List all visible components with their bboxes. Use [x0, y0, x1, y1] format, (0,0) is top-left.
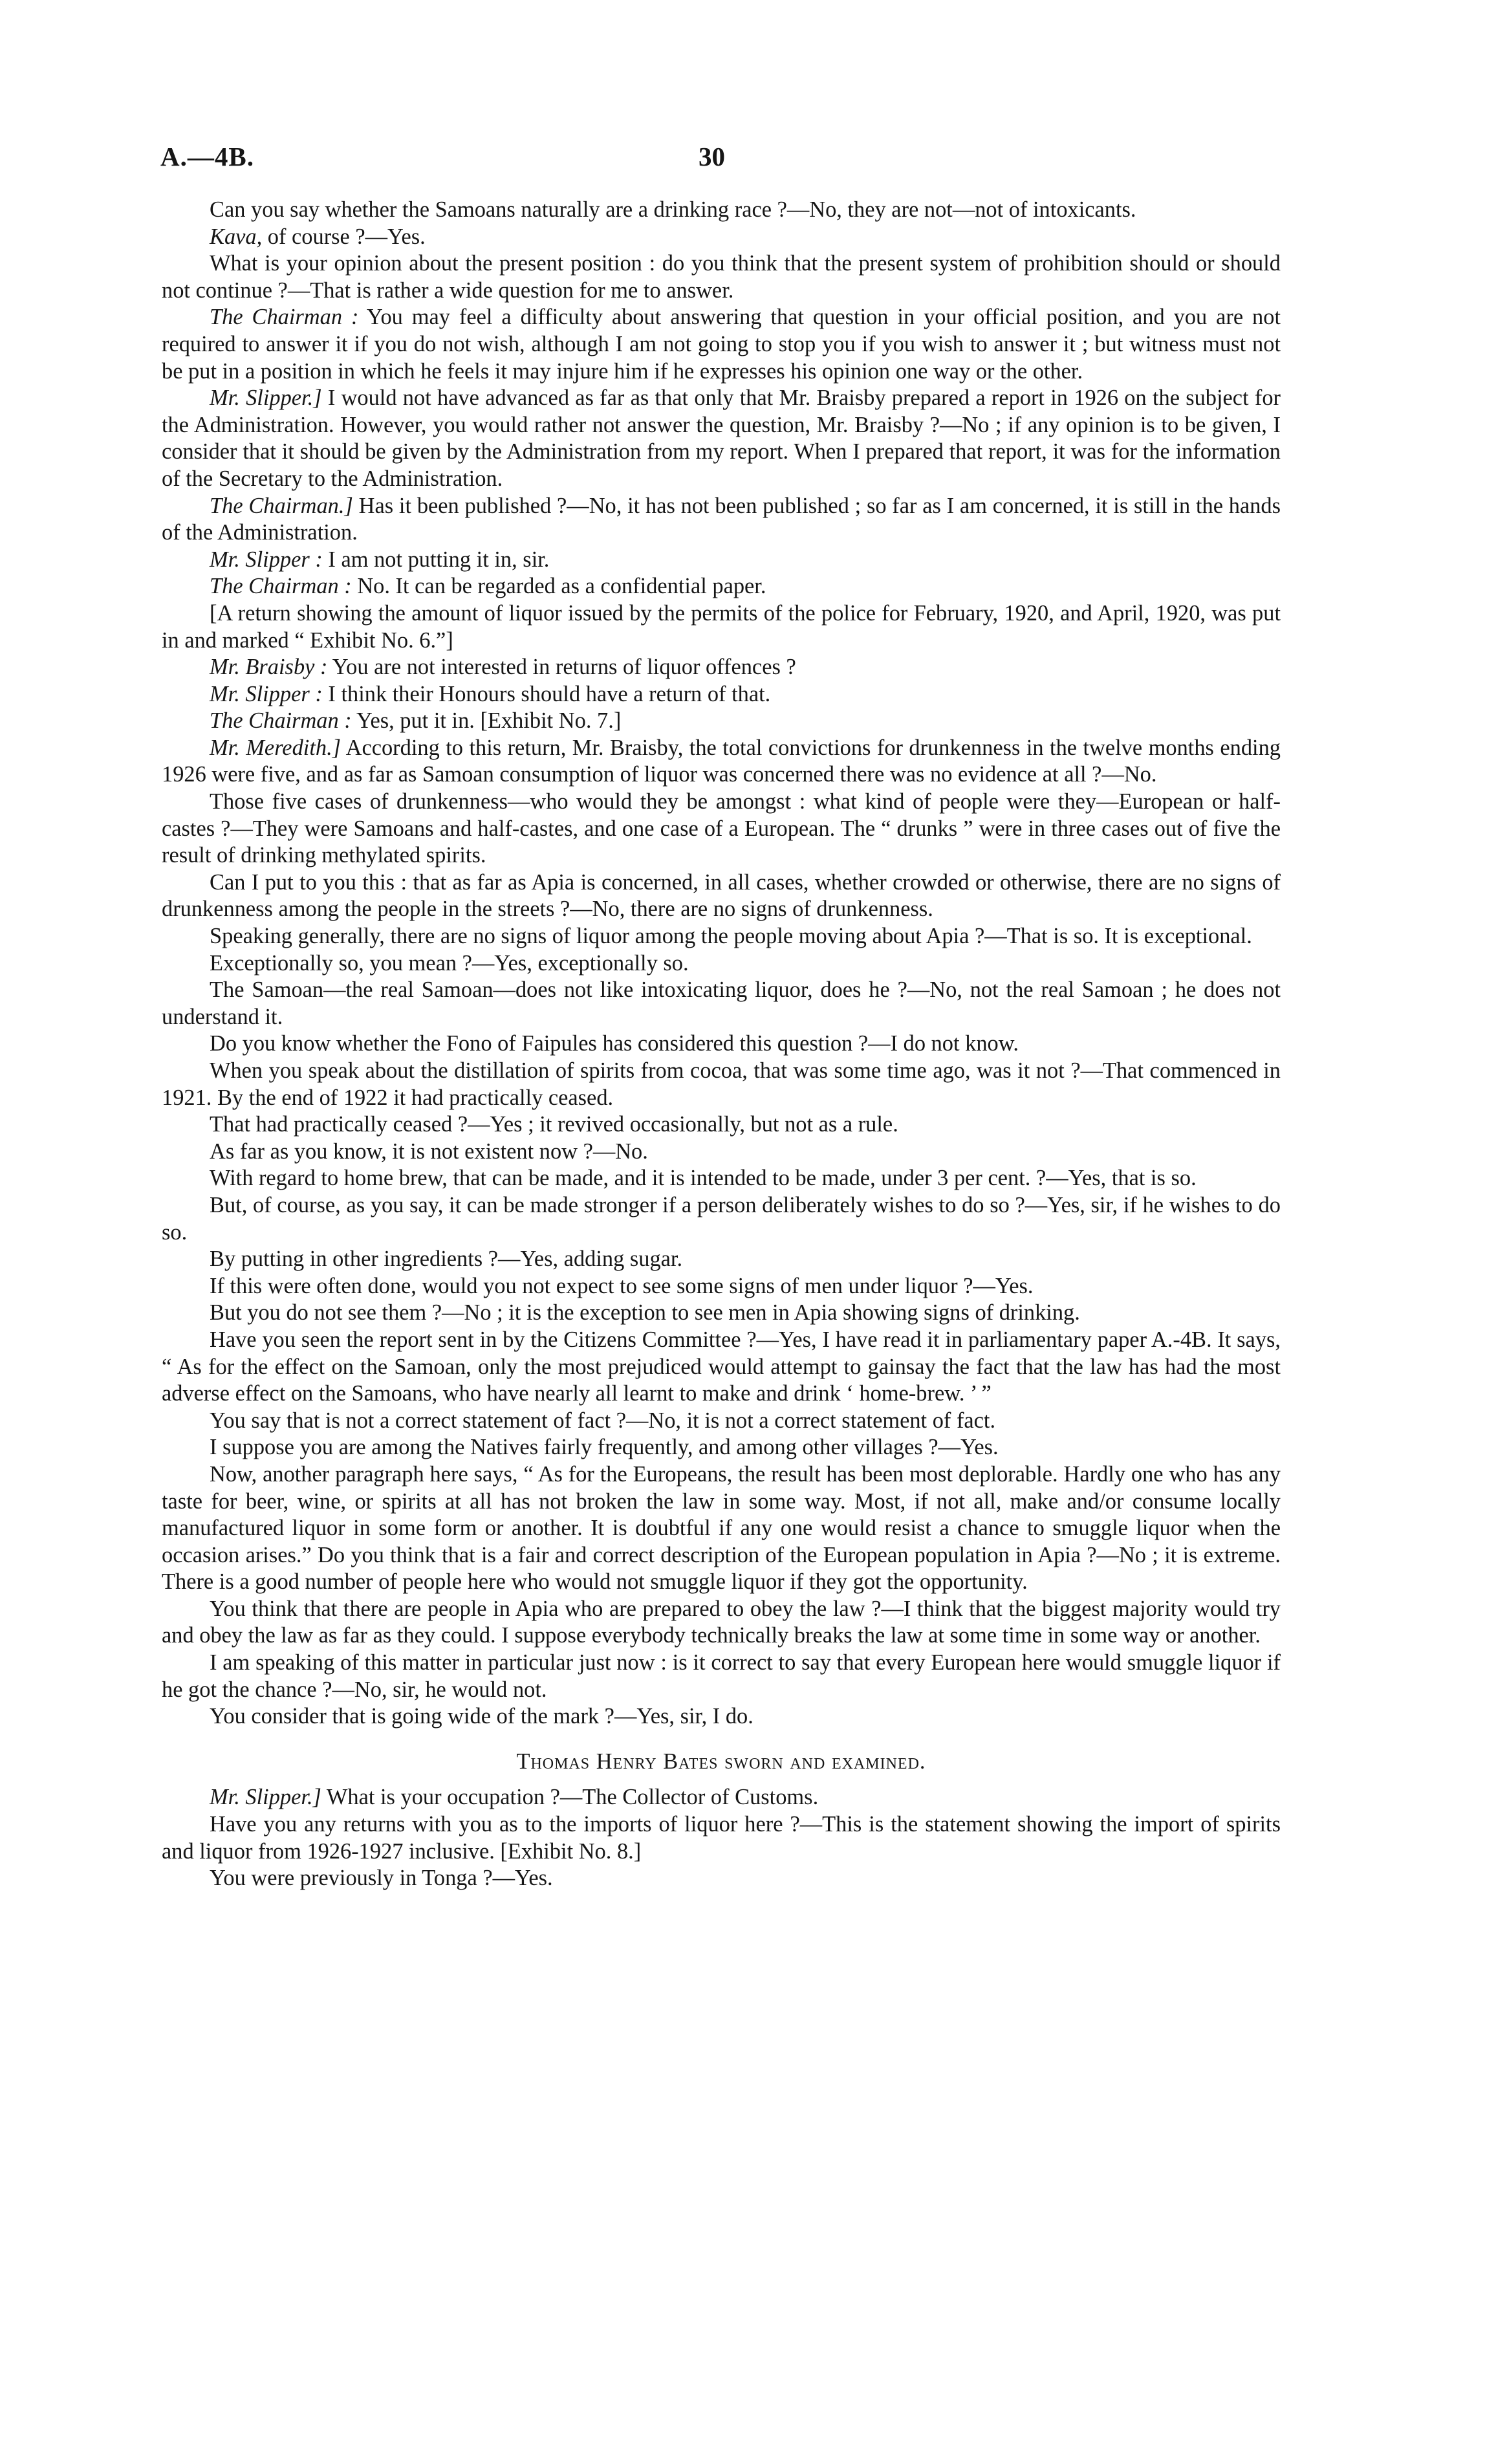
- paragraph: [162, 1408, 1281, 1435]
- paragraph: [162, 1596, 1281, 1650]
- paragraph-text: Speaking generally, there are no signs of liquor among the people moving about Apia ?—That is so. It is exceptional.: [210, 924, 1252, 949]
- paragraph: [162, 224, 1281, 251]
- paragraph-text: Exceptionally so, you mean ?—Yes, exceptionally so.: [210, 950, 689, 976]
- paragraph: [162, 385, 1281, 492]
- paragraph: [162, 1165, 1281, 1192]
- paragraph: [162, 1300, 1281, 1327]
- document-reference: A.—4B.: [160, 142, 254, 171]
- speaker: The Chairman.]: [210, 493, 353, 518]
- paragraph-text: You think that there are people in Apia who are prepared to obey the law ?—I think that the biggest majority would try and obey the law as far as they could. I suppose everybody technically breaks the law at some time in some way or another.: [162, 1596, 1281, 1648]
- paragraph-text: Have you seen the report sent in by the Citizens Committee ?—Yes, I have read it in parliamentary paper A.-4B. It says, “ As for the effect on the Samoan, only the most prejudiced would attempt to gainsay the fact that the law has had the most adverse effect on the Samoans, who have nearly all learnt to make and drink ‘ home-brew. ’ ”: [162, 1327, 1281, 1406]
- paragraph-text: Do you know whether the Fono of Faipules has considered this question ?—I do not know.: [210, 1031, 1019, 1056]
- paragraph: [162, 1139, 1281, 1166]
- paragraph: [162, 1703, 1281, 1730]
- paragraph: [162, 547, 1281, 574]
- paragraph-text: Has it been published ?—No, it has not been published ; so far as I am concerned, it is still in the hands of the Administration.: [162, 493, 1281, 545]
- paragraph: [162, 1811, 1281, 1865]
- speaker: Kava,: [210, 224, 263, 249]
- paragraph: [162, 1273, 1281, 1300]
- speaker: Mr. Slipper :: [210, 681, 323, 706]
- speaker: The Chairman :: [210, 708, 352, 734]
- paragraph-text: Now, another paragraph here says, “ As for the Europeans, the result has been most deplorable. Hardly one who has any taste for beer, wine, or spirits at all has not broken the law in some way. Most, if not all, make and/or consume locally manufactured liquor in some form or another. It is doubtful if any one would resist a chance to smuggle liquor when the occasion arises.” Do you think that is a fair and correct description of the European population in Apia ?—No ; it is extreme. There is a good number of people here who would not smuggle liquor if they got the opportunity.: [162, 1461, 1281, 1595]
- paragraph: [162, 1784, 1281, 1811]
- paragraph-text: What is your opinion about the present position : do you think that the present system of prohibition should or should not continue ?—That is rather a wide question for me to answer.: [162, 251, 1281, 303]
- speaker: Mr. Meredith.]: [210, 735, 341, 760]
- speaker: The Chairman :: [210, 574, 352, 599]
- speaker: Mr. Braisby :: [210, 655, 328, 680]
- paragraph-text: You were previously in Tonga ?—Yes.: [210, 1866, 553, 1891]
- paragraph-text: I am not putting it in, sir.: [322, 547, 550, 572]
- paragraph-text: Can you say whether the Samoans naturally are a drinking race ?—No, they are not—not of intoxicants.: [210, 197, 1136, 222]
- paragraph: [162, 1650, 1281, 1703]
- paragraph-text: No. It can be regarded as a confidential paper.: [351, 574, 766, 599]
- paragraph: [162, 250, 1281, 304]
- paragraph-text: The Samoan—the real Samoan—does not like intoxicating liquor, does he ?—No, not the real Samoan ; he does not understand it.: [162, 977, 1281, 1029]
- paragraph-text: You are not interested in returns of liquor offences ?: [327, 655, 796, 680]
- speaker: Mr. Slipper.]: [210, 1785, 321, 1810]
- paragraph-text: You may feel a difficulty about answering that question in your official position, and you are not required to answer it if you do not wish, although I am not going to stop you if you wish to answer it ; but witness must not be put in a position in which he feels it may injure him if he expresses his opinion one way or the other.: [162, 305, 1281, 384]
- paragraph-text: But you do not see them ?—No ; it is the exception to see men in Apia showing signs of drinking.: [210, 1300, 1080, 1325]
- section-heading: Thomas Henry Bates sworn and examined.: [516, 1749, 926, 1774]
- paragraph-text: What is your occupation ?—The Collector of Customs.: [321, 1785, 819, 1810]
- paragraph-text: You consider that is going wide of the mark ?—Yes, sir, I do.: [210, 1704, 753, 1729]
- page-number: 30: [699, 142, 725, 171]
- paragraph-text: Those five cases of drunkenness—who would they be amongst : what kind of people were they—European or half-castes ?—They were Samoans and half-castes, and one case of a European. The “ drunks ” were in three cases out of five the result of drinking methylated spirits.: [162, 789, 1281, 868]
- paragraph: [162, 681, 1281, 708]
- paragraph-text: When you speak about the distillation of spirits from cocoa, that was some time ago, was it not ?—That commenced in 1921. By the end of 1922 it had practically ceased.: [162, 1058, 1281, 1110]
- speaker: Mr. Slipper.]: [210, 386, 322, 411]
- paragraph: [162, 869, 1281, 923]
- paragraph-text: Yes, put it in. [Exhibit No. 7.]: [351, 708, 622, 734]
- paragraph-text: If this were often done, would you not expect to see some signs of men under liquor ?—Yes.: [210, 1273, 1034, 1298]
- paragraph: [162, 1461, 1281, 1596]
- paragraph-text: According to this return, Mr. Braisby, the total convictions for drunkenness in the twelve months ending 1926 were five, and as far as Samoan consumption of liquor was concerned there was no evidence at all ?—No.: [162, 735, 1281, 787]
- paragraph-text: of course ?—Yes.: [262, 224, 426, 249]
- paragraph: [162, 1058, 1281, 1111]
- speaker: The Chairman :: [210, 305, 359, 330]
- paragraph-text: By putting in other ingredients ?—Yes, adding sugar.: [210, 1247, 683, 1272]
- paragraph: [162, 950, 1281, 977]
- paragraph: [162, 1434, 1281, 1461]
- paragraph-text: With regard to home brew, that can be made, and it is intended to be made, under 3 per cent. ?—Yes, that is so.: [210, 1166, 1197, 1191]
- paragraph-text: As far as you know, it is not existent now ?—No.: [210, 1139, 648, 1164]
- speaker: Mr. Slipper :: [210, 547, 323, 572]
- paragraph-text: But, of course, as you say, it can be made stronger if a person deliberately wishes to do so ?—Yes, sir, if he wishes to do so.: [162, 1192, 1281, 1245]
- paragraph-text: I suppose you are among the Natives fairly frequently, and among other villages ?—Yes.: [210, 1435, 999, 1460]
- paragraph: [162, 573, 1281, 600]
- testimony-body: [162, 197, 1281, 1892]
- paragraph: [162, 923, 1281, 950]
- paragraph: [162, 197, 1281, 224]
- paragraph-text: I am speaking of this matter in particular just now : is it correct to say that every European here would smuggle liquor if he got the chance ?—No, sir, he would not.: [162, 1650, 1281, 1702]
- paragraph: [162, 977, 1281, 1030]
- paragraph: [162, 1030, 1281, 1058]
- paragraph-text: You say that is not a correct statement of fact ?—No, it is not a correct statement of fact.: [210, 1408, 996, 1433]
- paragraph: [162, 1111, 1281, 1139]
- paragraph: [162, 1246, 1281, 1273]
- paragraph-text: That had practically ceased ?—Yes ; it revived occasionally, but not as a rule.: [210, 1112, 898, 1137]
- paragraph: [162, 1865, 1281, 1892]
- paragraph: [162, 789, 1281, 869]
- paragraph: [162, 304, 1281, 385]
- paragraph-text: I would not have advanced as far as that only that Mr. Braisby prepared a report in 1926 on the subject for the Administration. However, you would rather not answer the question, Mr. Braisby ?—No ; if any opinion is to be given, I consider that it should be given by the Administration from my report. When I prepared that report, it was for the information of the Secretary to the Administration.: [162, 386, 1281, 491]
- paragraph: [162, 1192, 1281, 1246]
- paragraph: [162, 600, 1281, 654]
- paragraph: [162, 708, 1281, 735]
- paragraph: [162, 654, 1281, 681]
- paragraph: [162, 1327, 1281, 1408]
- paragraph: [162, 735, 1281, 789]
- paragraph-text: Can I put to you this : that as far as Apia is concerned, in all cases, whether crowded or otherwise, there are no signs of drunkenness among the people in the streets ?—No, there are no signs of drunkenness.: [162, 869, 1281, 922]
- paragraph-text: [A return showing the amount of liquor issued by the permits of the police for February, 1920, and April, 1920, was put in and marked “ Exhibit No. 6.”]: [162, 600, 1281, 653]
- paragraph-text: Have you any returns with you as to the imports of liquor here ?—This is the statement showing the import of spirits and liquor from 1926-1927 inclusive. [Exhibit No. 8.]: [162, 1812, 1281, 1864]
- paragraph: [162, 493, 1281, 547]
- paragraph-text: I think their Honours should have a return of that.: [322, 681, 771, 706]
